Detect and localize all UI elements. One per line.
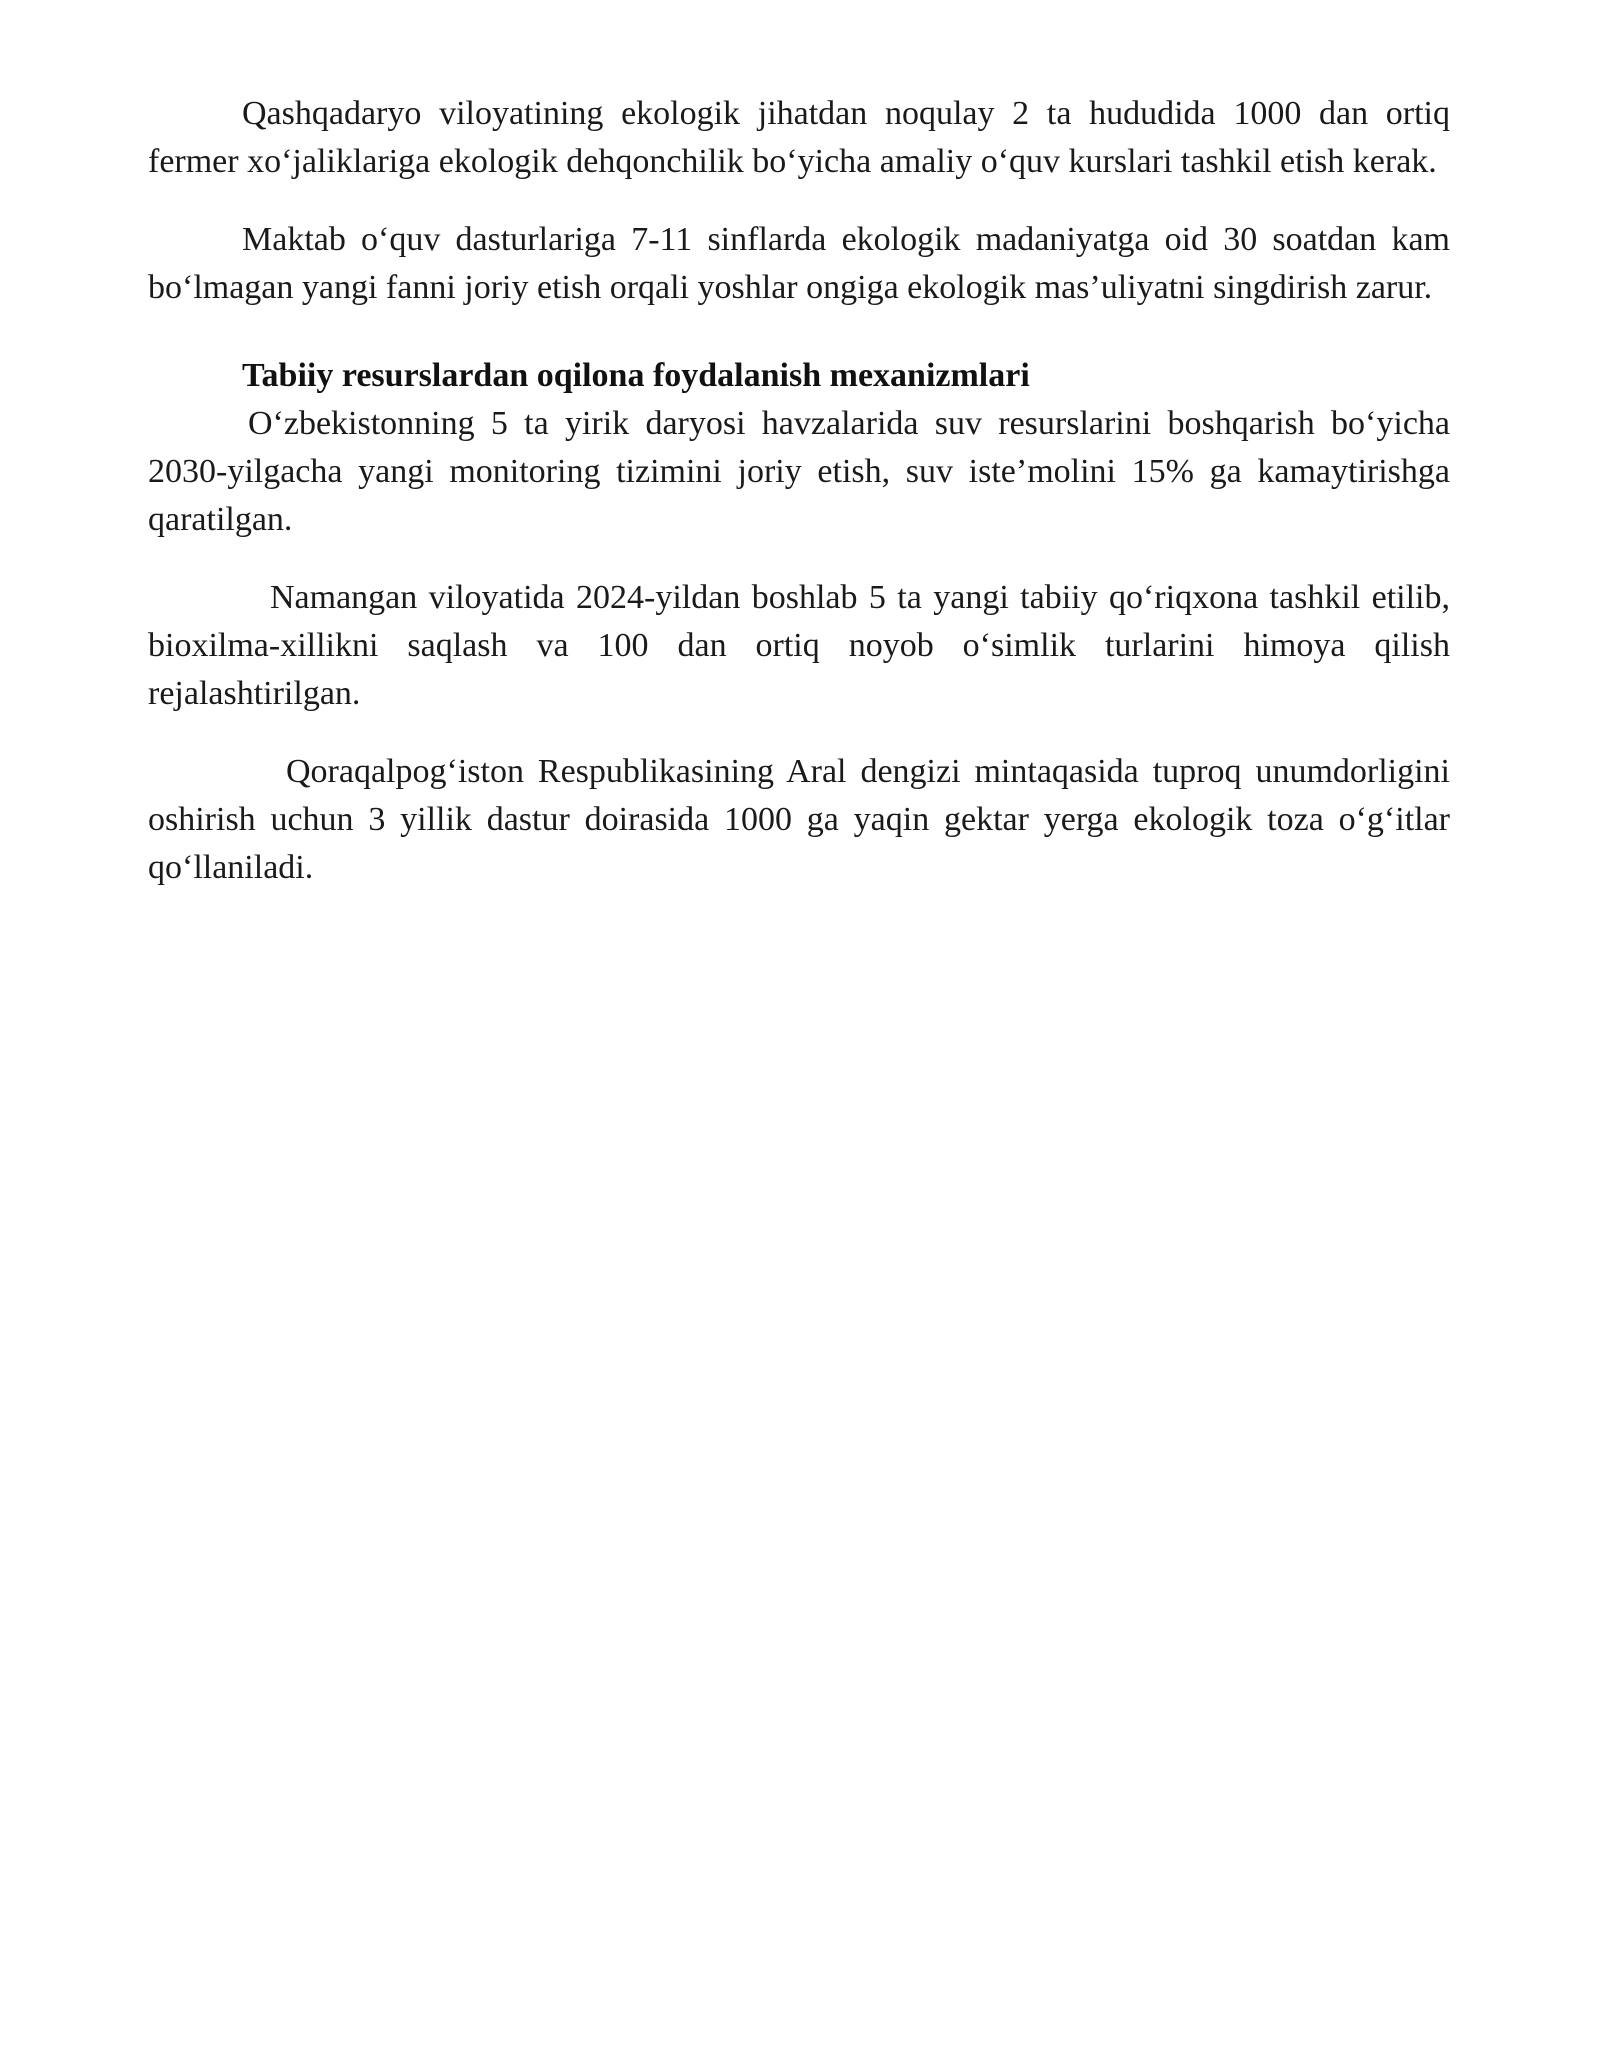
- paragraph-school-curriculum: Maktab o‘quv dasturlariga 7-11 sinflarda ekologik madaniyatga oid 30 soatdan kam bo‘lmagan yangi fanni joriy etish orqali yoshlar ongiga ekologik mas’uliyatni singdirish zarur.: [148, 221, 1450, 306]
- document-body: [148, 90, 1450, 922]
- section-heading: Tabiiy resurslardan oqilona foydalanish mexanizmlari: [242, 357, 1030, 394]
- paragraph-water-resources: O‘zbekistonning 5 ta yirik daryosi havzalarida suv resurslarini boshqarish bo‘yicha 2030-yilgacha yangi monitoring tizimini joriy etish, suv iste’molini 15% ga kamaytirishga qaratilgan.: [148, 405, 1450, 538]
- paragraph-aral-soil: Qoraqalpog‘iston Respublikasining Aral dengizi mintaqasida tuproq unumdorligini oshirish uchun 3 yillik dastur doirasida 1000 ga yaqin gektar yerga ekologik toza o‘g‘itlar qo‘llaniladi.: [148, 753, 1450, 886]
- paragraph-farmer-courses: Qashqadaryo viloyatining ekologik jihatdan noqulay 2 ta hududida 1000 dan ortiq fermer xo‘jaliklariga ekologik dehqonchilik bo‘yicha amaliy o‘quv kurslari tashkil etish kerak.: [148, 95, 1450, 180]
- paragraph-nature-reserves: Namangan viloyatida 2024-yildan boshlab 5 ta yangi tabiiy qo‘riqxona tashkil etilib, bioxilma-xillikni saqlash va 100 dan ortiq noyob o‘simlik turlarini himoya qilish rejalashtirilgan.: [148, 579, 1450, 712]
